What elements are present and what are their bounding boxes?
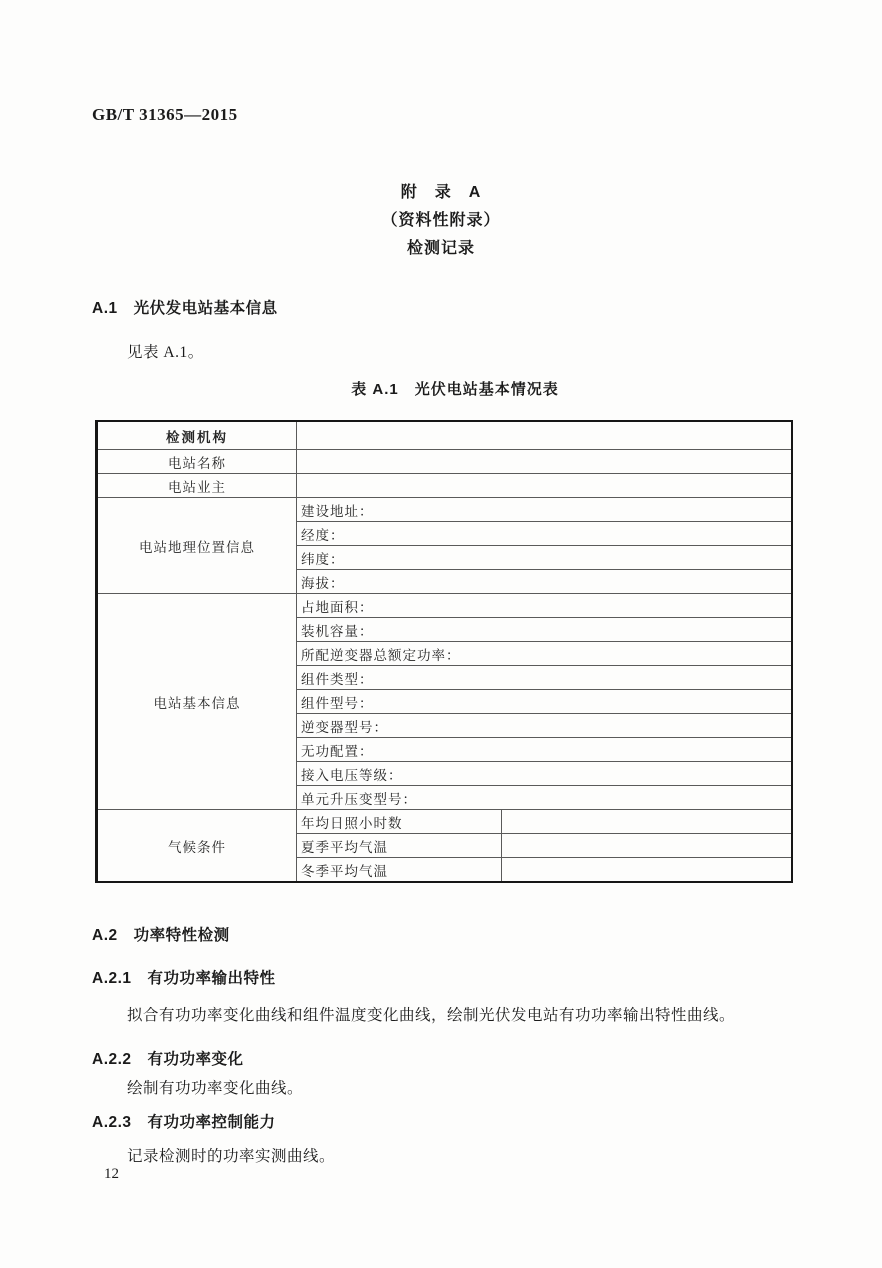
cell-station-owner: 电站业主 bbox=[97, 474, 297, 498]
cell-station-name: 电站名称 bbox=[97, 450, 297, 474]
cell-construction-address: 建设地址： bbox=[297, 498, 792, 522]
cell-altitude: 海拔： bbox=[297, 570, 792, 594]
cell-winter-average-temperature: 冬季平均气温 bbox=[297, 858, 502, 883]
section-a2-heading: A.2 功率特性检测 bbox=[92, 927, 230, 944]
group-cell-basic-info: 电站基本信息 bbox=[97, 594, 297, 810]
section-a23-heading: A.2.3 有功功率控制能力 bbox=[92, 1114, 276, 1131]
section-a22-heading: A.2.2 有功功率变化 bbox=[92, 1051, 244, 1068]
group-cell-location-info: 电站地理位置信息 bbox=[97, 498, 297, 594]
page-number: 12 bbox=[104, 1166, 119, 1182]
cell-annual-sunshine-hours: 年均日照小时数 bbox=[297, 810, 502, 834]
table-row bbox=[97, 474, 792, 498]
value-cell bbox=[297, 450, 792, 474]
section-a1-heading: A.1 光伏发电站基本信息 bbox=[92, 300, 278, 317]
value-cell bbox=[502, 858, 792, 883]
cell-module-type: 组件类型： bbox=[297, 666, 792, 690]
cell-reactive-power-config: 无功配置： bbox=[297, 738, 792, 762]
cell-summer-average-temperature: 夏季平均气温 bbox=[297, 834, 502, 858]
cell-longitude: 经度： bbox=[297, 522, 792, 546]
section-a22-body: 绘制有功功率变化曲线。 bbox=[127, 1080, 304, 1097]
value-cell bbox=[502, 810, 792, 834]
cell-unit-step-up-transformer-model: 单元升压变型号： bbox=[297, 786, 792, 810]
group-cell-climate-conditions: 气候条件 bbox=[97, 810, 297, 883]
table-caption: 表 A.1 光伏电站基本情况表 bbox=[351, 381, 559, 398]
value-cell bbox=[297, 421, 792, 450]
table-row bbox=[97, 450, 792, 474]
cell-installed-capacity: 装机容量： bbox=[297, 618, 792, 642]
appendix-record-title: 检测记录 bbox=[406, 240, 475, 257]
cell-total-inverter-rated-power: 所配逆变器总额定功率： bbox=[297, 642, 792, 666]
section-a21-heading: A.2.1 有功功率输出特性 bbox=[92, 970, 276, 987]
cell-detection-agency: 检测机构 bbox=[97, 421, 297, 450]
table-row bbox=[97, 594, 792, 618]
section-a1-body: 见表 A.1。 bbox=[127, 344, 204, 361]
cell-grid-voltage-level: 接入电压等级： bbox=[297, 762, 792, 786]
cell-latitude: 纬度： bbox=[297, 546, 792, 570]
section-a21-body: 拟合有功功率变化曲线和组件温度变化曲线，绘制光伏发电站有功功率输出特性曲线。 bbox=[127, 1007, 736, 1024]
value-cell bbox=[502, 834, 792, 858]
table-row bbox=[97, 498, 792, 522]
cell-inverter-model: 逆变器型号： bbox=[297, 714, 792, 738]
section-a23-body: 记录检测时的功率实测曲线。 bbox=[127, 1148, 336, 1165]
appendix-title: 附 录 A bbox=[400, 184, 482, 201]
table-a1-station-info bbox=[95, 420, 793, 883]
cell-land-area: 占地面积： bbox=[297, 594, 792, 618]
appendix-subtitle: （资料性附录） bbox=[381, 212, 501, 229]
table-row bbox=[97, 810, 792, 834]
table-row bbox=[97, 421, 792, 450]
standard-number-header: GB/T 31365—2015 bbox=[92, 105, 238, 124]
value-cell bbox=[297, 474, 792, 498]
cell-module-model: 组件型号： bbox=[297, 690, 792, 714]
